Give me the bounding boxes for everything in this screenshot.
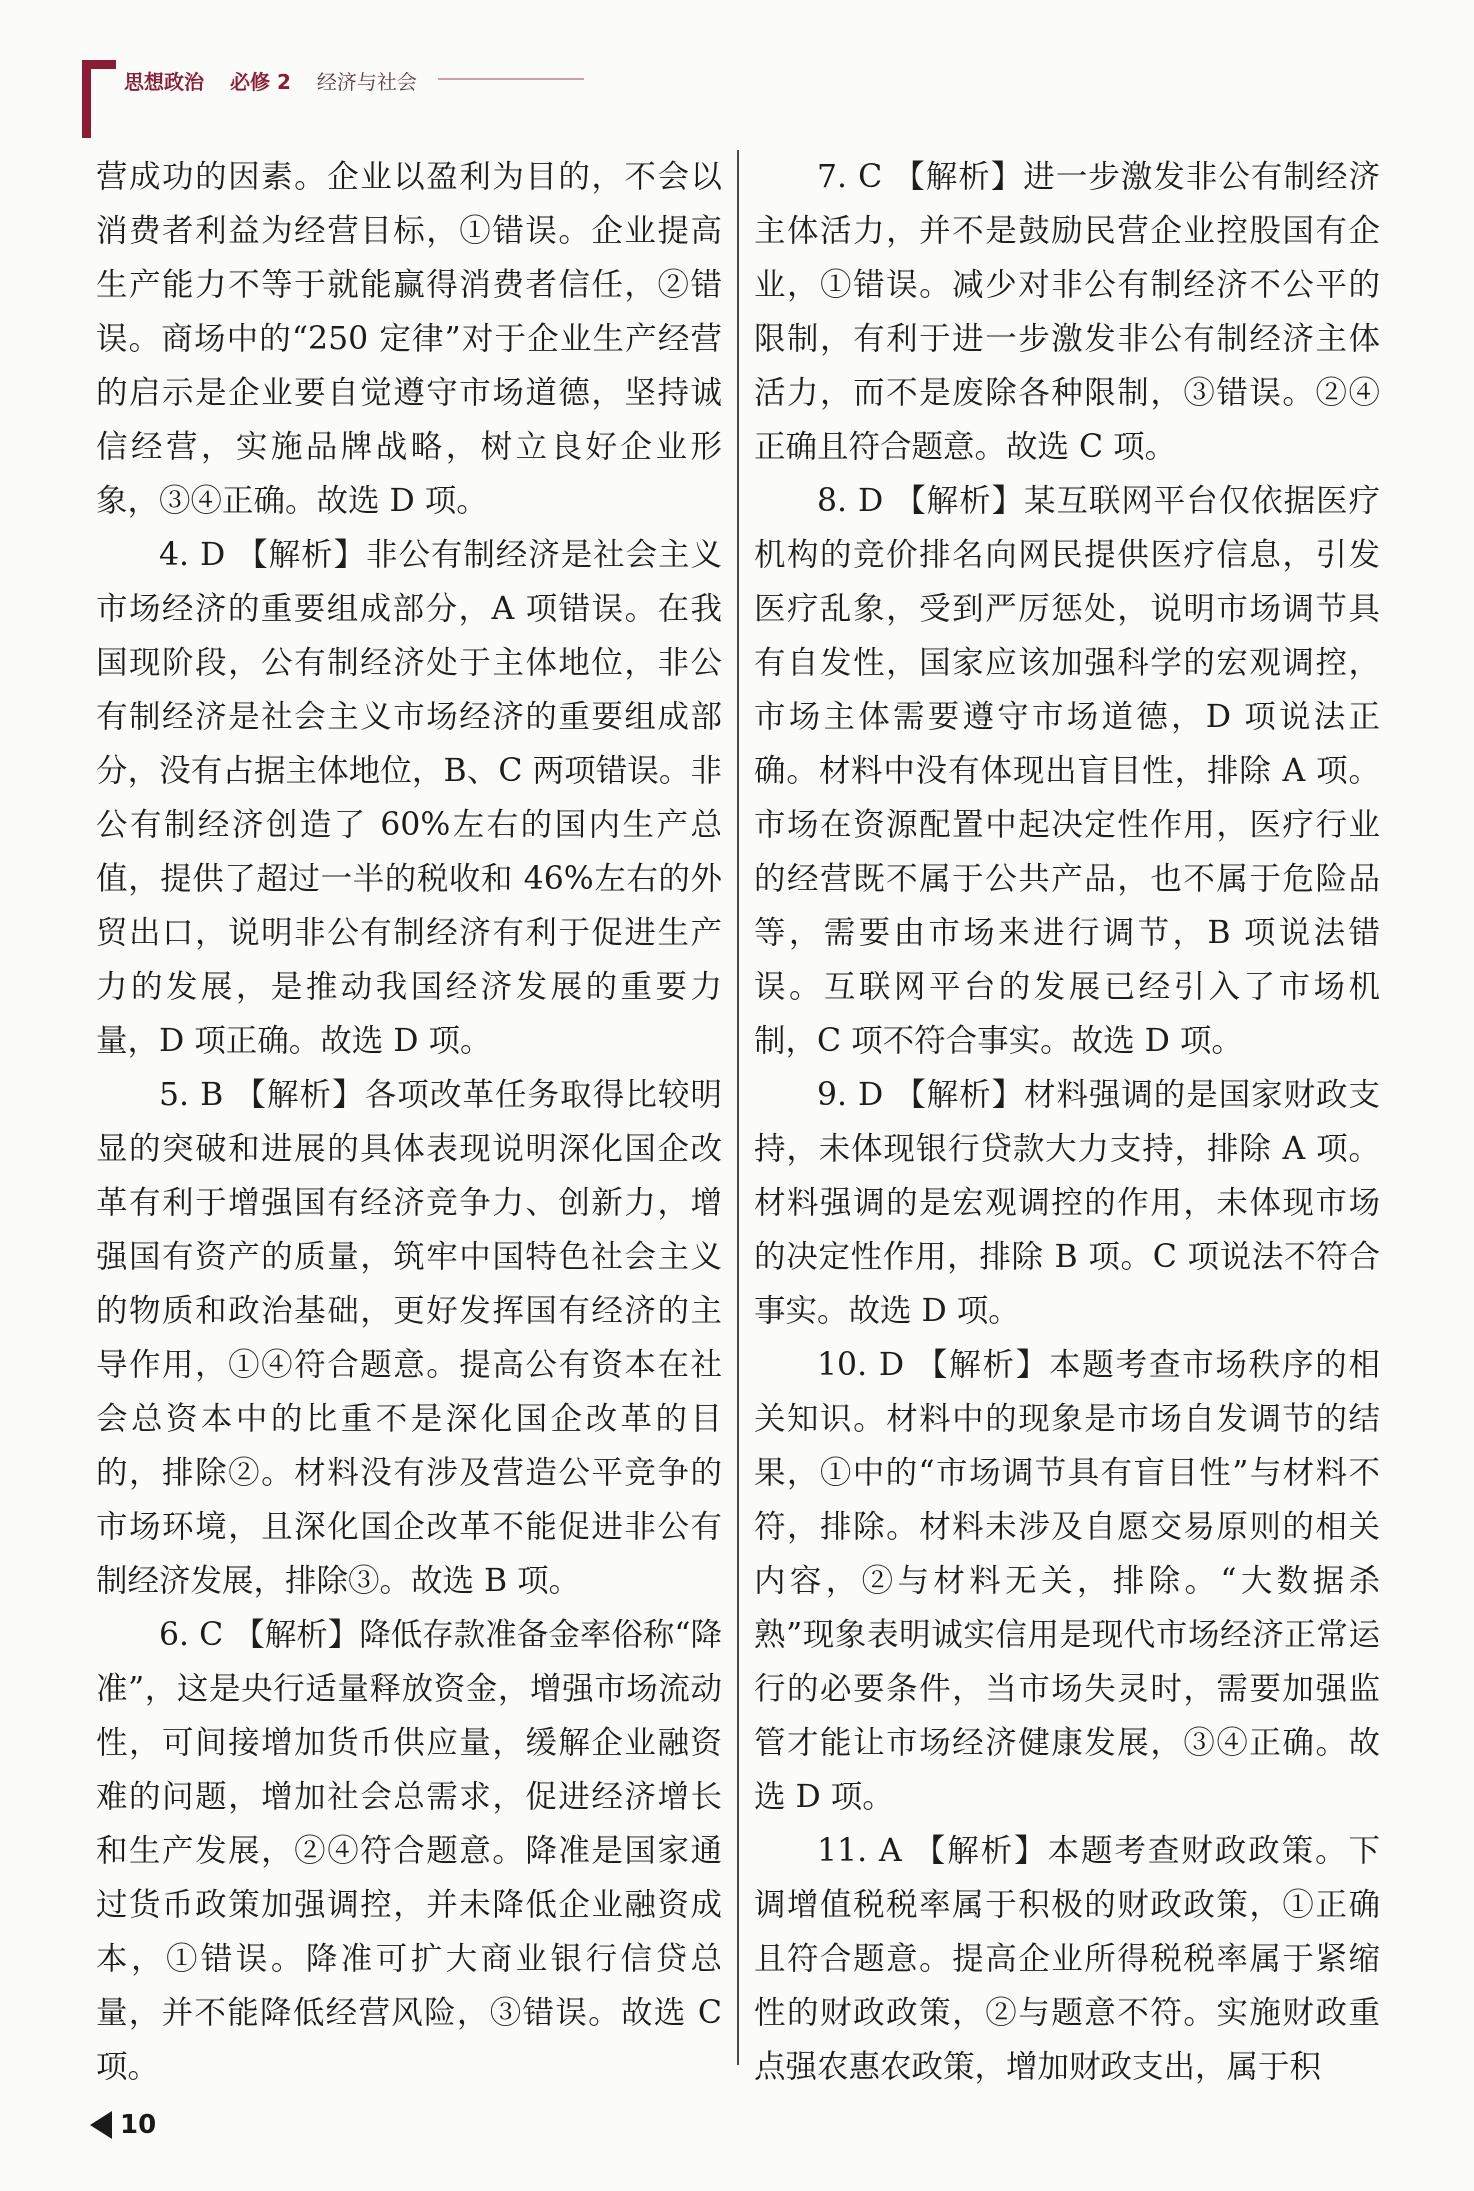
- header-subject: 思想政治: [124, 70, 204, 94]
- page-number: 10: [120, 2110, 157, 2140]
- answer-item-5: 5. B 【解析】各项改革任务取得比较明显的突破和进展的具体表现说明深化国企改革有利于增强国有经济竞争力、创新力，增强国有资产的质量，筑牢中国特色社会主义的物质和政治基础，更好发挥国有经济的主导作用，①④符合题意。提高公有资本在社会总资本中的比重不是深化国企改革的目的，排除②。材料没有涉及营造公平竞争的市场环境，且深化国企改革不能促进非公有制经济发展，排除③。故选 B 项。: [96, 1077, 722, 1599]
- left-column: [96, 150, 722, 2094]
- column-divider: [737, 150, 739, 2065]
- header-rule: [438, 78, 584, 80]
- header-corner-mark: [82, 60, 91, 138]
- triangle-arrow-icon: [90, 2111, 112, 2139]
- page-footer: [90, 2110, 156, 2140]
- answer-item-8: 8. D 【解析】某互联网平台仅依据医疗机构的竞价排名向网民提供医疗信息，引发医疗乱象，受到严厉惩处，说明市场调节具有自发性，国家应该加强科学的宏观调控，市场主体需要遵守市场道德，D 项说法正确。材料中没有体现出盲目性，排除 A 项。市场在资源配置中起决定性作用，医疗行业的经营既不属于公共产品，也不属于危险品等，需要由市场来进行调节，B 项说法错误。互联网平台的发展已经引入了市场机制，C 项不符合事实。故选 D 项。: [754, 483, 1380, 1059]
- header-corner-mark-top: [82, 60, 116, 69]
- answer-item-4: 4. D 【解析】非公有制经济是社会主义市场经济的重要组成部分，A 项错误。在我国现阶段，公有制经济处于主体地位，非公有制经济是社会主义市场经济的重要组成部分，没有占据主体地位，B、C 两项错误。非公有制经济创造了 60%左右的国内生产总值，提供了超过一半的税收和 46%左右的外贸出口，说明非公有制经济有利于促进生产力的发展，是推动我国经济发展的重要力量，D 项正确。故选 D 项。: [96, 537, 722, 1059]
- right-column: [754, 150, 1380, 2094]
- answer-item-10: 10. D 【解析】本题考查市场秩序的相关知识。材料中的现象是市场自发调节的结果，①中的“市场调节具有盲目性”与材料不符，排除。材料未涉及自愿交易原则的相关内容，②与材料无关，排除。“大数据杀熟”现象表明诚实信用是现代市场经济正常运行的必要条件，当市场失灵时，需要加强监管才能让市场经济健康发展，③④正确。故选 D 项。: [754, 1347, 1380, 1815]
- answer-item-6: 6. C 【解析】降低存款准备金率俗称“降准”，这是央行适量释放资金，增强市场流动性，可间接增加货币供应量，缓解企业融资难的问题，增加社会总需求，促进经济增长和生产发展，②④符合题意。降准是国家通过货币政策加强调控，并未降低企业融资成本，①错误。降准可扩大商业银行信贷总量，并不能降低经营风险，③错误。故选 C 项。: [96, 1617, 722, 2085]
- header-volume: 必修 2: [230, 70, 291, 94]
- answer-item-9: 9. D 【解析】材料强调的是国家财政支持，未体现银行贷款大力支持，排除 A 项。材料强调的是宏观调控的作用，未体现市场的决定性作用，排除 B 项。C 项说法不符合事实。故选 D 项。: [754, 1077, 1380, 1329]
- answer-item-11: 11. A 【解析】本题考查财政政策。下调增值税税率属于积极的财政政策，①正确且符合题意。提高企业所得税税率属于紧缩性的财政政策，②与题意不符。实施财政重点强农惠农政策，增加财政支出，属于积: [754, 1833, 1380, 2085]
- paragraph: 营成功的因素。企业以盈利为目的，不会以消费者利益为经营目标，①错误。企业提高生产能力不等于就能赢得消费者信任，②错误。商场中的“250 定律”对于企业生产经营的启示是企业要自觉遵守市场道德，坚持诚信经营，实施品牌战略，树立良好企业形象，③④正确。故选 D 项。: [96, 159, 722, 519]
- page-header: [124, 66, 417, 95]
- answer-item-7: 7. C 【解析】进一步激发非公有制经济主体活力，并不是鼓励民营企业控股国有企业，①错误。减少对非公有制经济不公平的限制，有利于进一步激发非公有制经济主体活力，而不是废除各种限制，③错误。②④正确且符合题意。故选 C 项。: [754, 159, 1380, 465]
- header-subtitle: 经济与社会: [316, 70, 417, 94]
